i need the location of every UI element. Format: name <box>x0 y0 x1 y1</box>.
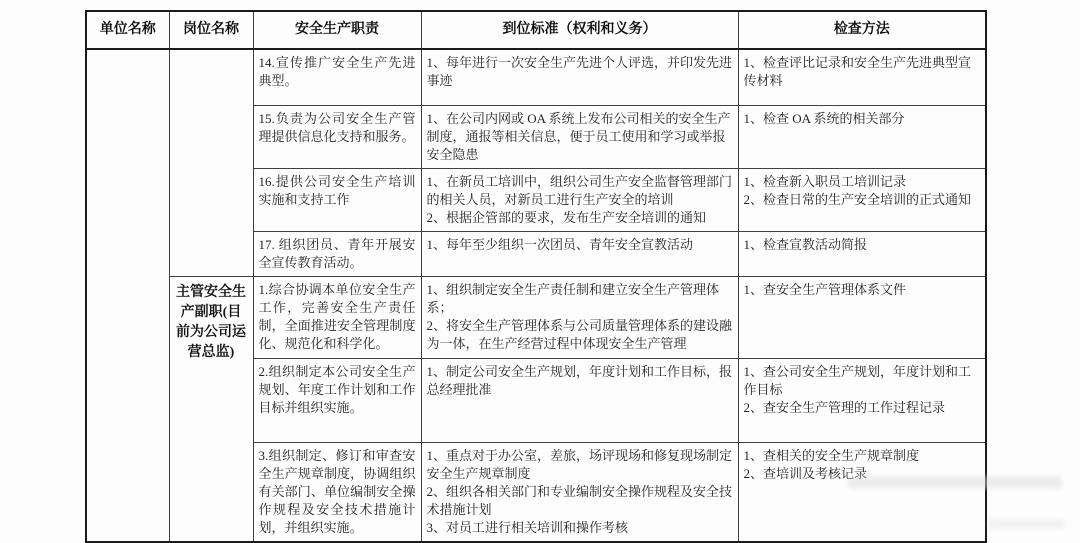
check-item: 2、查安全生产管理的工作过程记录 <box>743 399 946 415</box>
standard-cell <box>421 49 738 105</box>
duty-text: 3.组织制定、修订和审查安全生产规章制度，协调组织有关部门、单位编制安全操作规程及安全技术措施计划，并组织实施。 <box>258 447 416 535</box>
duty-cell <box>253 168 421 231</box>
watermark-smudge <box>848 476 1062 489</box>
header-safety-duty: 安全生产职责 <box>253 11 421 49</box>
header-unit-name: 单位名称 <box>86 11 169 49</box>
check-item: 1、查公司安全生产规划，年度计划和工作目标 <box>743 363 972 397</box>
duty-text: 2.组织制定本公司安全生产规划、年度工作计划和工作目标并组织实施。 <box>258 363 416 415</box>
standard-item: 1、组织制定安全生产责任制和建立安全生产管理体系； <box>426 281 720 315</box>
position-text: 主管安全生产副职(目前为公司运营总监) <box>176 284 246 360</box>
standard-item: 1、在公司内网或 OA 系统上发布公司相关的安全生产制度，通报等相关信息，便于员工使用和学习或举报安全隐患 <box>426 110 731 162</box>
check-cell <box>738 49 986 105</box>
standard-item: 1、重点对于办公室，差旅，场评现场和修复现场制定安全生产规章制度 <box>426 447 733 481</box>
check-item: 1、检查 OA 系统的相关部分 <box>743 110 905 126</box>
standard-item: 2、组织各相关部门和专业编制安全操作规程及安全技术措施计划 <box>426 483 733 517</box>
position-cell <box>169 276 253 542</box>
header-standard: 到位标准（权利和义务） <box>421 11 738 49</box>
check-cell <box>738 168 986 231</box>
standard-cell <box>421 231 738 276</box>
header-check-method: 检查方法 <box>738 11 986 49</box>
check-item: 1、检查评比记录和安全生产先进典型宣传材料 <box>743 55 972 88</box>
check-cell <box>738 105 986 168</box>
standard-item: 3、对员工进行相关培训和操作考核 <box>426 519 629 535</box>
duty-cell <box>253 231 421 276</box>
check-cell <box>738 231 986 276</box>
standard-cell <box>421 358 738 442</box>
unit-name-cell <box>86 49 169 542</box>
standard-item: 2、将安全生产管理体系与公司质量管理体系的建设融为一体，在生产经营过程中体现安全生产管理 <box>426 317 733 351</box>
check-cell <box>738 358 986 442</box>
check-item: 2、查培训及考核记录 <box>743 465 868 481</box>
duty-cell <box>253 442 421 542</box>
standard-cell <box>421 442 738 542</box>
check-cell <box>738 276 986 358</box>
check-item: 1、查相关的安全生产规章制度 <box>743 447 920 463</box>
standard-cell <box>421 276 738 358</box>
standard-item: 2、根据企管部的要求，发布生产安全培训的通知 <box>426 209 707 225</box>
duty-text: 16.提供公司安全生产培训实施和支持工作 <box>258 173 416 207</box>
standard-cell <box>421 105 738 168</box>
standard-item: 1、每年至少组织一次团员、青年安全宣教活动 <box>426 236 694 252</box>
responsibility-table <box>85 10 987 543</box>
standard-item: 1、制定公司安全生产规划，年度计划和工作目标，报总经理批准 <box>426 363 733 397</box>
duty-text: 17. 组织团员、青年开展安全宣传教育活动。 <box>258 236 416 270</box>
check-item: 1、检查新入职员工培训记录 <box>743 173 907 189</box>
duty-cell <box>253 276 421 358</box>
standard-item: 1、在新员工培训中，组织公司生产安全监督管理部门的相关人员，对新员工进行生产安全的培训 <box>426 173 733 207</box>
duty-cell <box>253 49 421 105</box>
duty-text: 14.宣传推广安全生产先进典型。 <box>258 55 416 88</box>
duty-cell <box>253 358 421 442</box>
check-cell <box>738 442 986 542</box>
standard-item: 1、每年进行一次安全生产先进个人评选，并印发先进事迹 <box>426 55 733 88</box>
standard-cell <box>421 168 738 231</box>
header-position-name: 岗位名称 <box>169 11 253 49</box>
table-row <box>86 49 986 105</box>
table-row <box>86 276 986 358</box>
watermark-smudge <box>988 519 1064 529</box>
duty-text: 1.综合协调本单位安全生产工作，完善安全生产责任制，全面推进安全管理制度化、规范化和科学化。 <box>258 281 416 351</box>
duty-cell <box>253 105 421 168</box>
duty-text: 15.负责为公司安全生产管理提供信息化支持和服务。 <box>258 110 416 144</box>
header-row <box>86 11 986 49</box>
position-cell-empty <box>169 49 253 276</box>
check-item: 1、查安全生产管理体系文件 <box>743 281 907 297</box>
check-item: 2、检查日常的生产安全培训的正式通知 <box>743 191 972 207</box>
check-item: 1、检查宣教活动简报 <box>743 236 868 252</box>
